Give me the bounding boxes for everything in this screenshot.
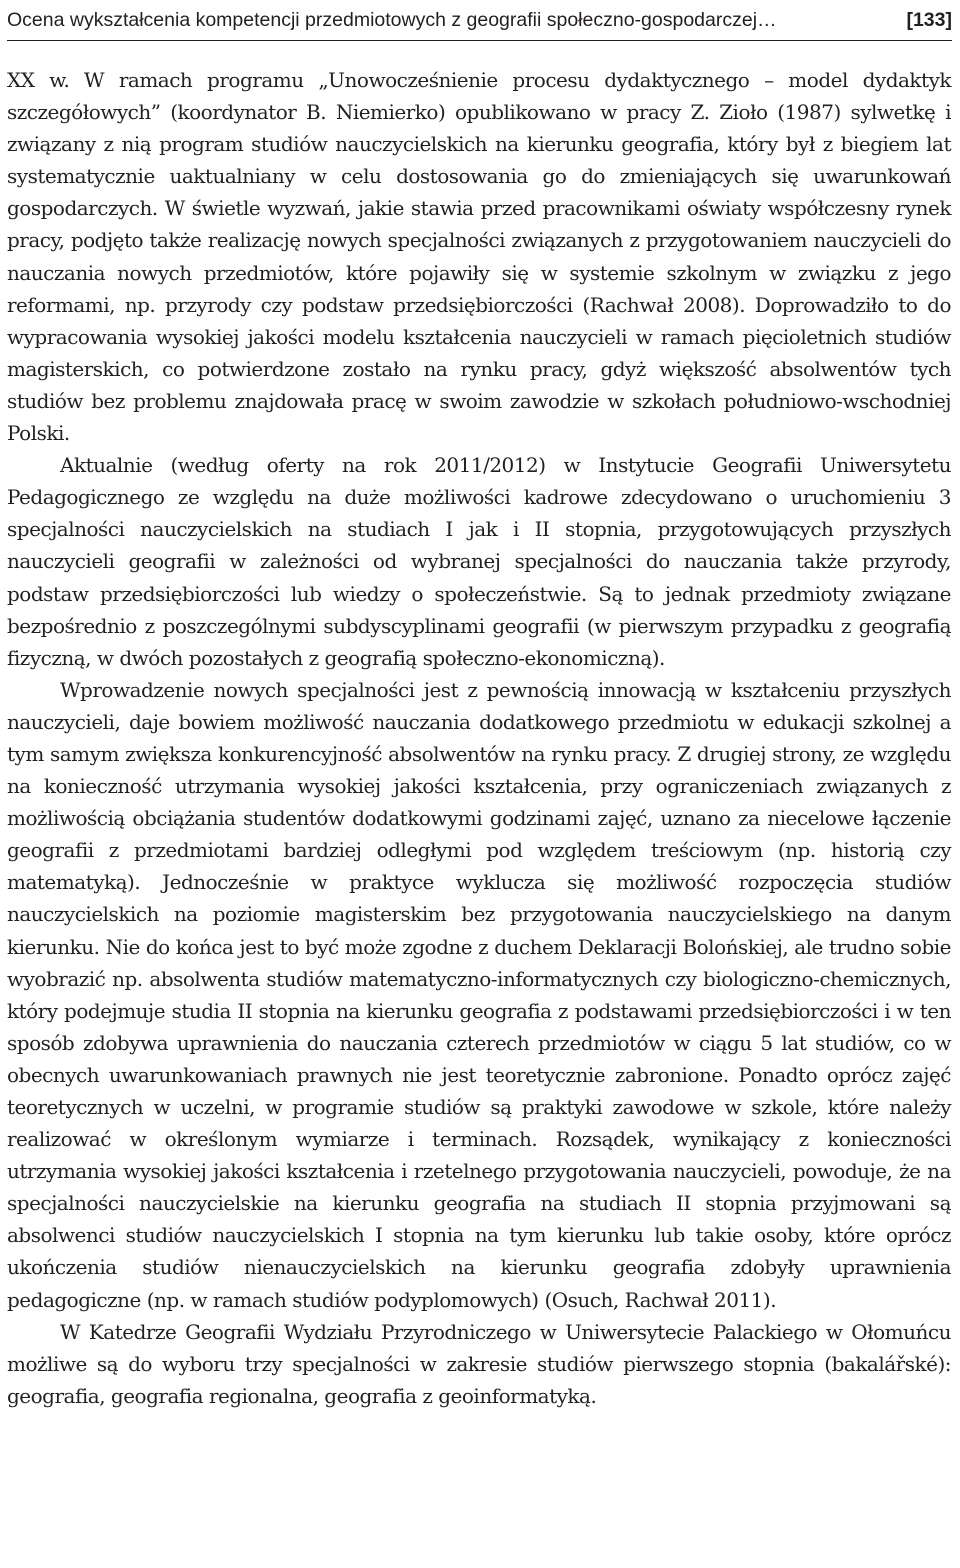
running-header-title: Ocena wykształcenia kompetencji przedmiotowych z geografii społeczno-gospodarczej… — [7, 8, 777, 31]
paragraph-2: Aktualnie (według oferty na rok 2011/2012) w Instytucie Geografii Uniwersytetu Pedagogicznego ze względu na duże możliwości kadrowe zdecydowano o uruchomieniu 3 specjalności nauczycielskich na studiach I jak i II stopnia, przygotowujących przyszłych nauczycieli geografii w zależności od wybranej specjalności do nauczania także przyrody, podstaw przedsiębiorczości lub wiedzy o społeczeństwie. Są to jednak przedmioty związane bezpośrednio z poszczególnymi subdyscyplinami geografii (w pierwszym przypadku z geografią fizyczną, w dwóch pozostałych z geografią społeczno-ekonomiczną). — [7, 453, 951, 670]
body-text — [7, 64, 951, 1412]
running-header — [7, 0, 952, 41]
page-number: [133] — [906, 8, 952, 31]
paragraph-1: XX w. W ramach programu „Unowocześnienie procesu dydaktycznego – model dydaktyk szczegółowych” (koordynator B. Niemierko) opublikowano w pracy Z. Zioło (1987) sylwetkę i związany z nią program studiów nauczycielskich na kierunku geografia, który był z biegiem lat systematycznie uaktualniany w celu dostosowania go do zmieniających się uwarunkowań gospodarczych. W świetle wyzwań, jakie stawia przed pracownikami oświaty współczesny rynek pracy, podjęto także realizację nowych specjalności związanych z przygotowaniem nauczycieli do nauczania nowych przedmiotów, które pojawiły się w systemie szkolnym w związku z jego reformami, np. przyrody czy podstaw przedsiębiorczości (Rachwał 2008). Doprowadziło to do wypracowania wysokiej jakości modelu kształcenia nauczycieli w ramach pięcioletnich studiów magisterskich, co potwierdzone zostało na rynku pracy, gdyż większość absolwentów tych studiów bez problemu znajdowała pracę w swoim zawodzie w szkołach południowo-wschodniej Polski. — [7, 68, 951, 446]
paragraph-3: Wprowadzenie nowych specjalności jest z pewnością innowacją w kształceniu przyszłych nauczycieli, daje bowiem możliwość nauczania dodatkowego przedmiotu w edukacji szkolnej a tym samym zwiększa konkurencyjność absolwentów na rynku pracy. Z drugiej strony, ze względu na konieczność utrzymania wysokiej jakości kształcenia, przy ograniczeniach związanych z możliwością obciążania studentów dodatkowymi godzinami zajęć, uznano za niecelowe łączenie geografii z przedmiotami bardziej odległymi pod względem treściowym (np. historią czy matematyką). Jednocześnie w praktyce wyklucza się możliwość rozpoczęcia studiów nauczycielskich na poziomie magisterskim bez przygotowania nauczycielskiego na danym kierunku. Nie do końca jest to być może zgodne z duchem Deklaracji Bolońskiej, ale trudno sobie wyobrazić np. absolwenta studiów matematyczno-informatycznych czy biologiczno-chemicznych, który podejmuje studia II stopnia na kierunku geografia z podstawami przedsiębiorczości i w ten sposób zdobywa uprawnienia do nauczania czterech przedmiotów w ciągu 5 lat studiów, co w obecnych uwarunkowaniach prawnych nie jest teoretycznie zabronione. Ponadto oprócz zajęć teoretycznych w uczelni, w programie studiów są praktyki zawodowe w szkole, które należy realizować w określonym wymiarze i terminach. Rozsądek, wynikający z konieczności utrzymania wysokiej jakości kształcenia i rzetelnego przygotowania nauczycieli, powoduje, że na specjalności nauczycielskie na kierunku geografia na studiach II stopnia przyjmowani są absolwenci studiów nauczycielskich I stopnia na tym kierunku lub takie osoby, które oprócz ukończenia studiów nienauczycielskich na kierunku geografia zdobyły uprawnienia pedagogiczne (np. w ramach studiów podyplomowych) (Osuch, Rachwał 2011). — [7, 677, 951, 1312]
paragraph-4: W Katedrze Geografii Wydziału Przyrodniczego w Uniwersytecie Palackiego w Ołomuńcu możliwe są do wyboru trzy specjalności w zakresie studiów pierwszego stopnia (bakalářské): geografia, geografia regionalna, geografia z geoinformatyką. — [7, 1319, 951, 1408]
